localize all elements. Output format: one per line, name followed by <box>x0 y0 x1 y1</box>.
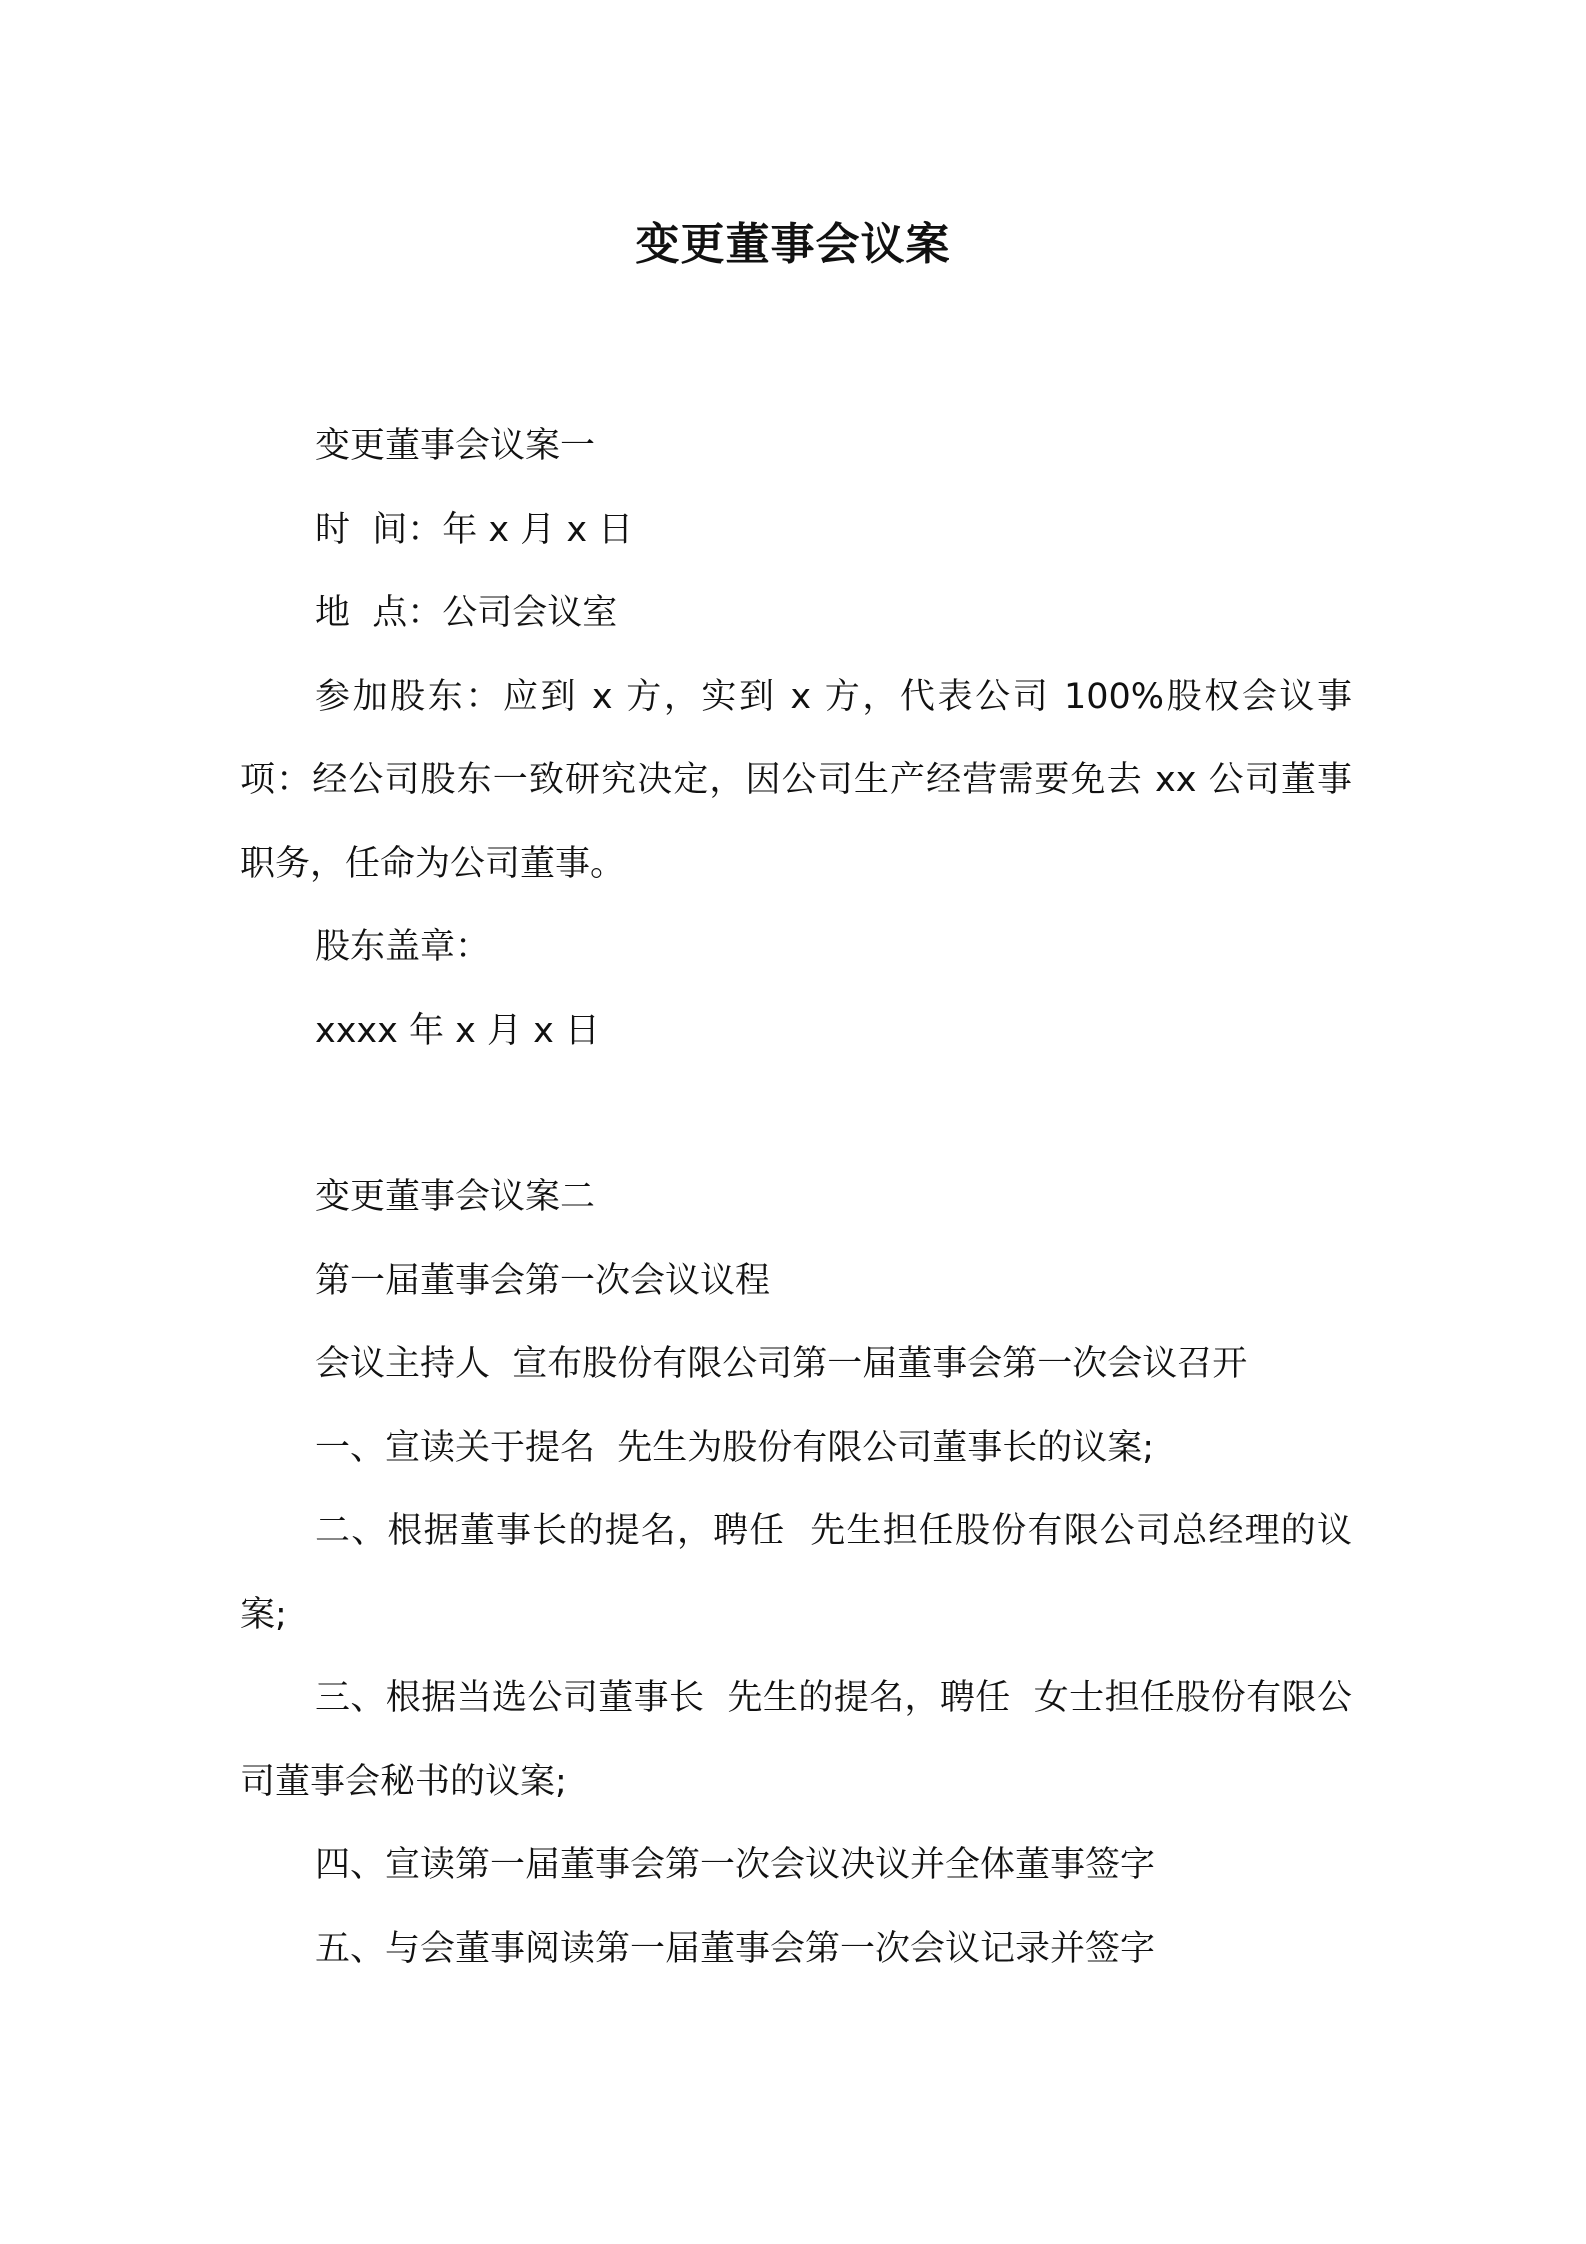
agenda-item: 四、宣读第一届董事会第一次会议决议并全体董事签字 <box>315 1845 1156 1885</box>
document-title: 变更董事会议案 <box>635 219 951 270</box>
meeting-place: 地 点：公司会议室 <box>315 593 618 633</box>
agenda-opening: 会议主持人 宣布股份有限公司第一届董事会第一次会议召开 <box>315 1344 1248 1384</box>
signing-date: xxxx 年 x 月 x 日 <box>315 1010 600 1051</box>
shareholder-seal: 股东盖章： <box>315 927 491 967</box>
agenda-item: 二、根据董事长的提名，聘任 先生担任股份有限公司总经理的议案; <box>240 1511 1352 1635</box>
attendance-paragraph: 参加股东：应到 x 方，实到 x 方，代表公司 100%股权会议事项：经公司股东一致研究决定，因公司生产经营需要免去 xx 公司董事职务，任命为公司董事。 <box>240 676 1352 884</box>
agenda-item: 五、与会董事阅读第一届董事会第一次会议记录并签字 <box>315 1928 1156 1969</box>
meeting-time: 时 间：年 x 月 x 日 <box>315 509 634 550</box>
section-spacer <box>240 1073 1352 1156</box>
agenda-item: 三、根据当选公司董事长 先生的提名，聘任 女士担任股份有限公司董事会秘书的议案; <box>240 1678 1352 1802</box>
section2-heading: 变更董事会议案二 <box>315 1177 596 1217</box>
document-body <box>240 405 1352 1991</box>
agenda-title: 第一届董事会第一次会议议程 <box>315 1260 771 1301</box>
section1-heading: 变更董事会议案一 <box>315 426 596 466</box>
agenda-item: 一、宣读关于提名 先生为股份有限公司董事长的议案; <box>315 1427 1155 1468</box>
